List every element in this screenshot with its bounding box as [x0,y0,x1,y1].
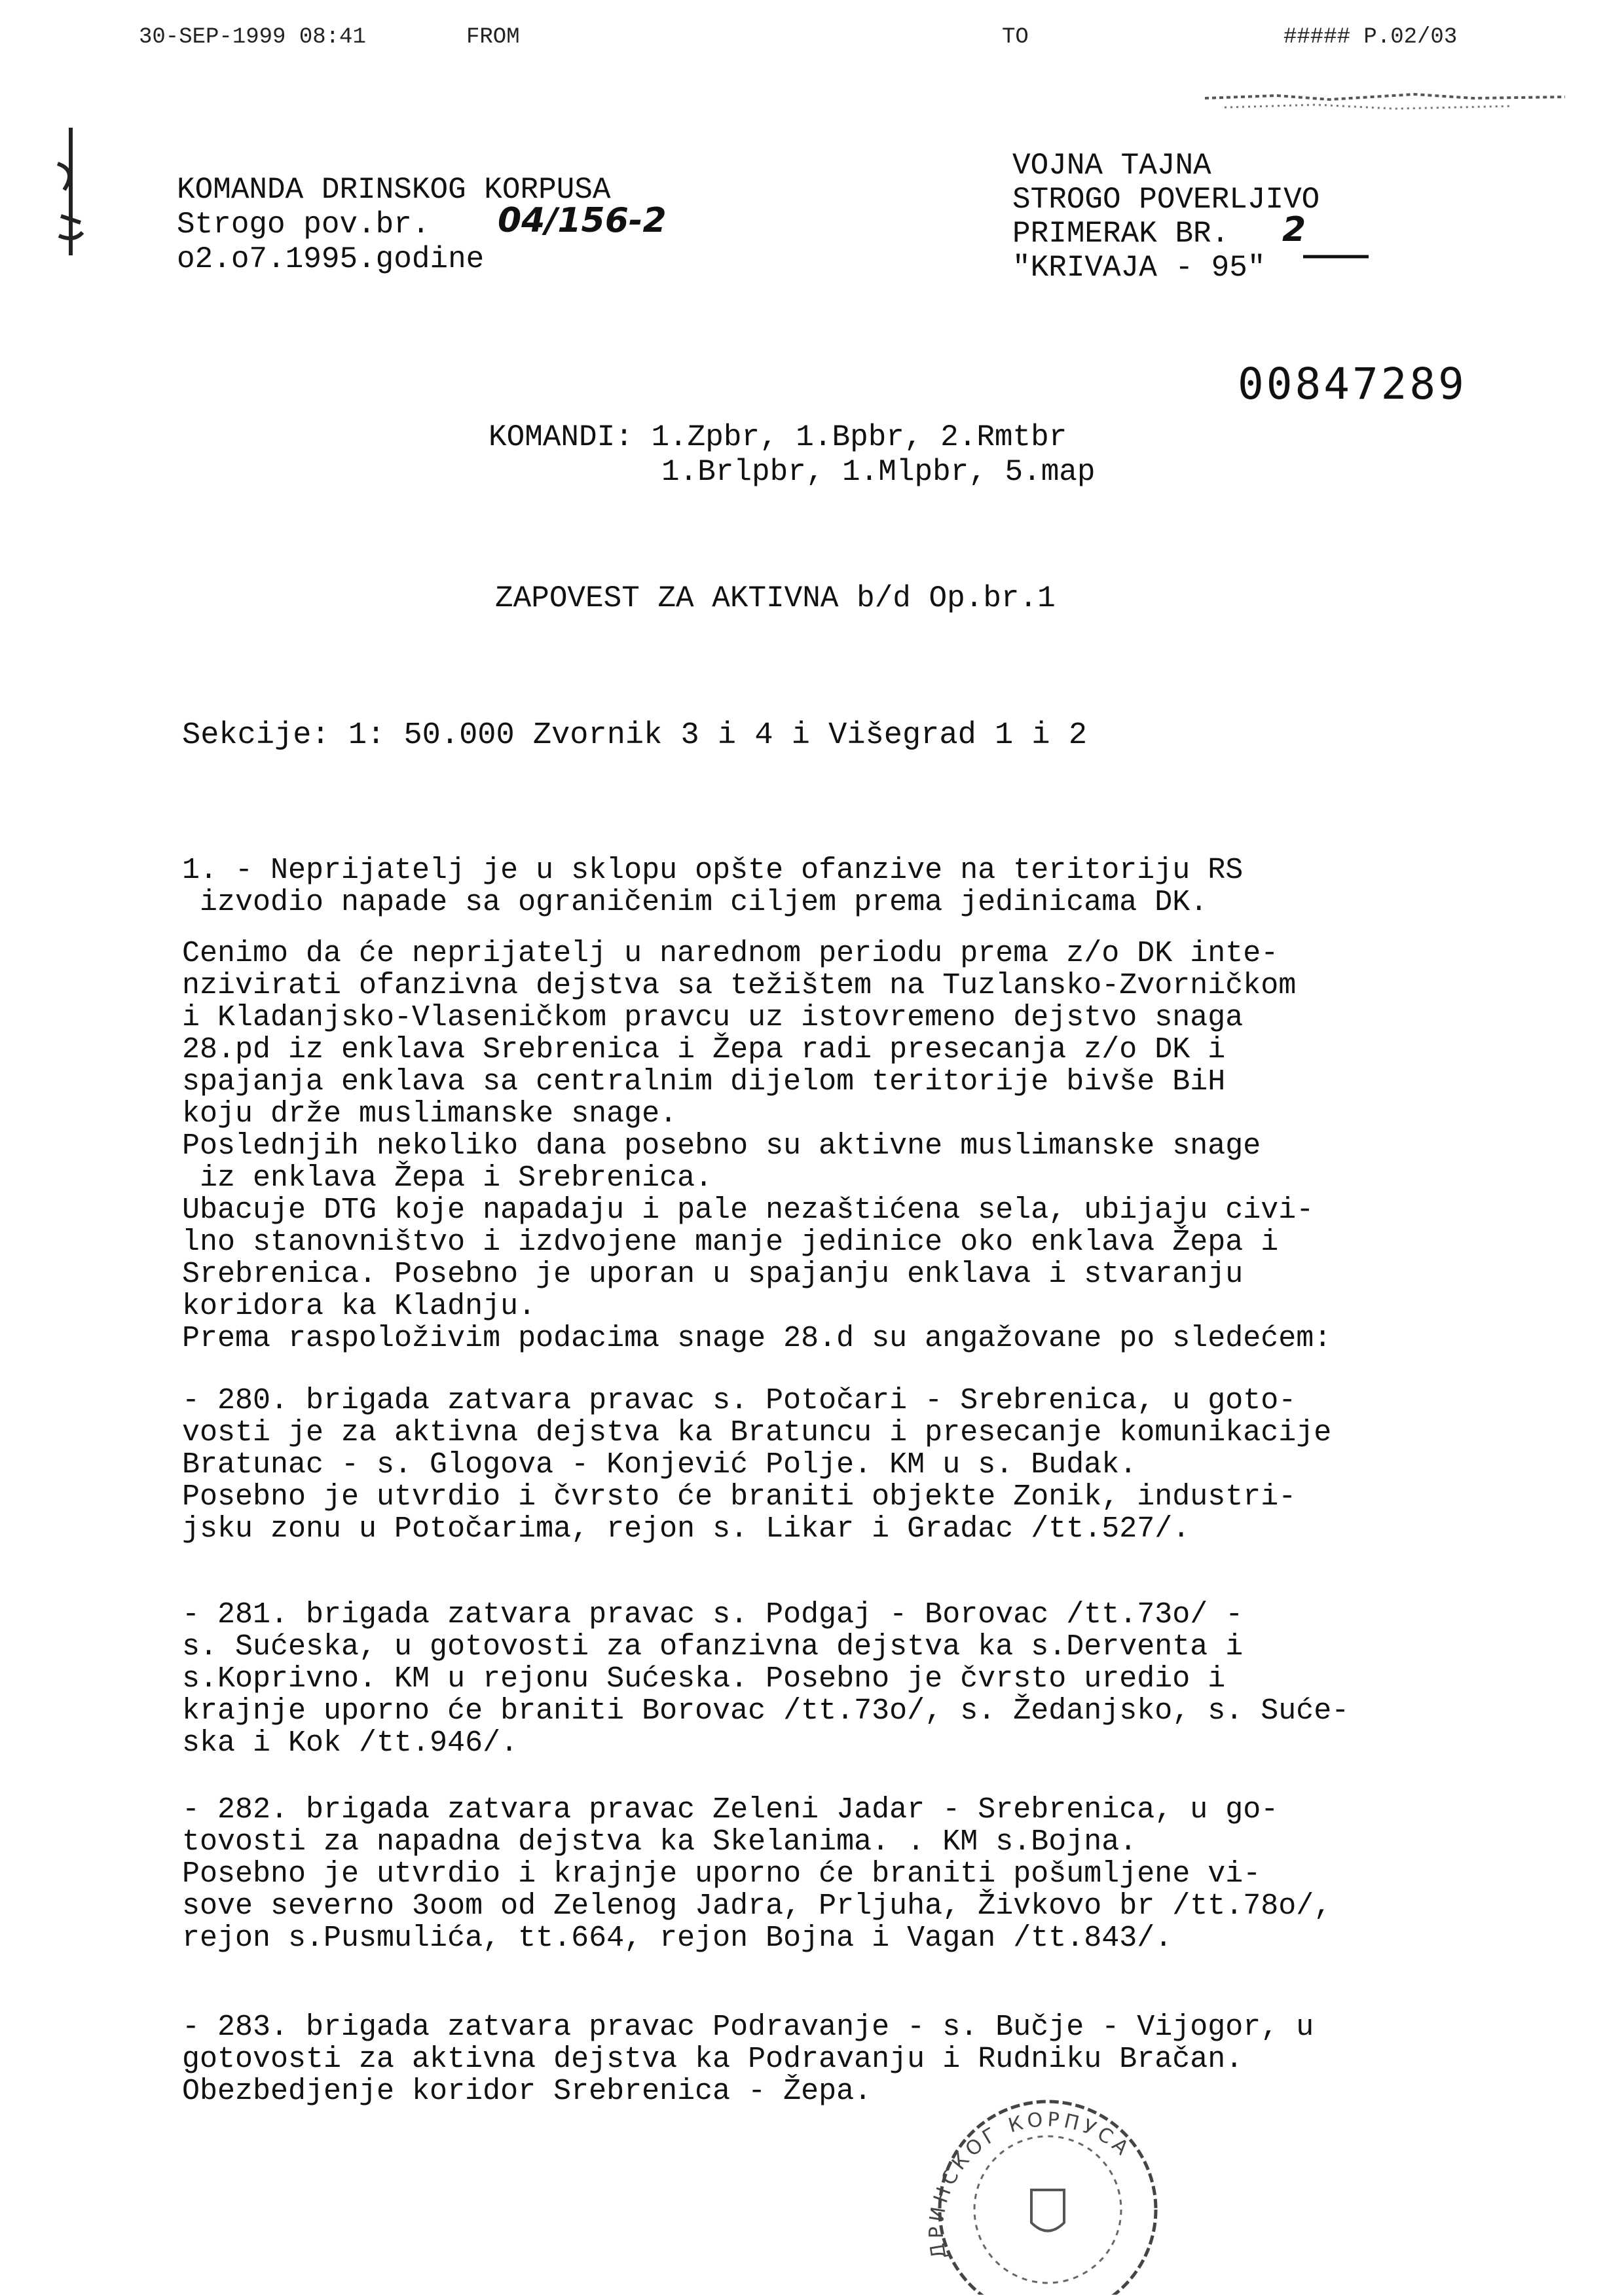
classification-copy-label: PRIMERAK BR. [1012,217,1230,251]
paragraph-brigade-283: - 283. brigada zatvara pravac Podravanje - s. Bučje - Vijogor, u gotovosti za aktivna dejstva ka Podravanju i Rudniku Bračan. Obezbedjenje koridor Srebrenica - Žepa. [182,2011,1314,2108]
handwritten-copy-number: 2 [1282,210,1306,249]
official-round-stamp [917,2085,1179,2295]
paragraph-brigade-281: - 281. brigada zatvara pravac s. Podgaj - Borovac /tt.73o/ - s. Sućeska, u gotovosti za ofanzivna dejstva ka s.Derventa i s.Koprivno. KM u rejonu Sućeska. Posebno je čvrsto uredio i krajnje uporno će braniti Borovac /tt.73o/, s. Žedanjsko, s. Suće- ska i Kok /tt.946/. [182,1598,1350,1760]
fax-page-indicator: ##### P.02/03 [1283,25,1458,50]
sender-date: o2.o7.1995.godine [177,242,485,276]
paragraph-brigade-280: - 280. brigada zatvara pravac s. Potočari - Srebrenica, u goto- vosti je za aktivna dejstva ka Bratuncu i presecanje komunikacije Bratunac - s. Glogova - Konjević Polje. KM u s. Budak. Posebno je utvrdio i čvrsto će braniti objekte Zonik, industri- jsku zonu u Potočarima, rejon s. Likar i Gradac /tt.527/. [182,1384,1332,1546]
paragraph-enemy-assessment: Cenimo da će neprijatelj u narednom periodu prema z/o DK inte- nzivirati ofanzivna dejstva sa težištem na Tuzlansko-Zvorničkom i Kladanjsko-Vlaseničkom pravcu uz istovremeno dejstvo snaga 28.pd iz enklava Srebrenica i Žepa radi presecanja z/o DK i spajanja enklava sa centralnim dijelom teritorije bivše BiH koju drže muslimanske snage. Poslednjih nekoliko dana posebno su aktivne muslimanske snage iz enklava Žepa i Srebrenica. Ubacuje DTG koje napadaju i pale nezaštićena sela, ubijaju civi- lno stanovništvo i izdvojene manje jedinice oko enklava Žepa i Srebrenica. Posebno je uporan u spajanju enklava i stvaranju koridora ka Kladnju. Prema raspoloživim podacima snage 28.d su angažovane po sledećem: [182,937,1332,1355]
margin-handwriting-mark [51,124,90,262]
fax-to-label: TO [1002,25,1029,50]
fax-timestamp: 30-SEP-1999 08:41 [139,25,366,50]
svg-text:ДРИНСКОГ КОРПУСА: ДРИНСКОГ КОРПУСА [925,2107,1136,2261]
handwritten-reference-number: 04/156-2 [498,201,667,240]
fax-from-label: FROM [466,25,520,50]
classification-military-secret: VOJNA TAJNA [1012,149,1211,183]
sender-command: KOMANDA DRINSKOG KORPUSA [177,173,611,207]
recipients-line-2: 1.Brlpbr, 1.Mlpbr, 5.map [661,455,1096,489]
recipients-line-1: KOMANDI: 1.Zpbr, 1.Bpbr, 2.Rmtbr [489,420,1067,454]
paragraph-brigade-282: - 282. brigada zatvara pravac Zeleni Jadar - Srebrenica, u go- tovosti za napadna dejstva ka Skelanima. . KM s.Bojna. Posebno je utvrdio i krajnje uporno će braniti pošumljene vi- sove severno 3oom od Zelenog Jadra, Prljuha, Živkovo br /tt.78o/, rejon s.Pusmulića, tt.664, rejon Bojna i Vagan /tt.843/. [182,1793,1332,1955]
map-sections: Sekcije: 1: 50.000 Zvornik 3 i 4 i Višegrad 1 i 2 [182,718,1088,753]
paragraph-1: 1. - Neprijatelj je u sklopu opšte ofanzive na teritoriju RS izvodio napade sa ograničenim ciljem prema jedinicama DK. [182,854,1244,919]
classification-strictly-confidential: STROGO POVERLJIVO [1012,183,1320,217]
scan-noise-graphic [1198,79,1591,118]
underline-stroke [1303,253,1369,261]
order-title: ZAPOVEST ZA AKTIVNA b/d Op.br.1 [495,581,1056,615]
operation-name: "KRIVAJA - 95" [1012,251,1266,285]
document-number: 00847289 [1238,359,1467,409]
sender-reference-label: Strogo pov.br. [177,208,430,242]
